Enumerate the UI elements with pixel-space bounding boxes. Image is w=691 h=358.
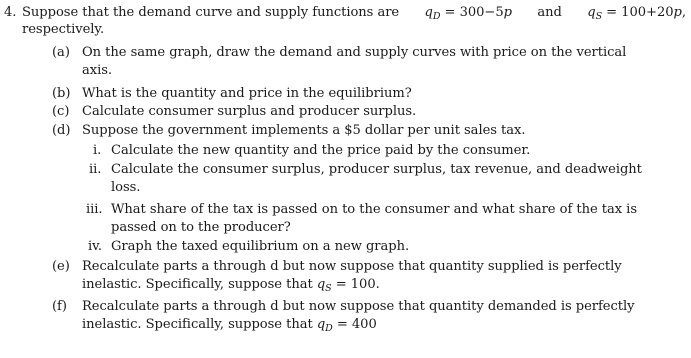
intro-text: Suppose that the demand curve and supply functions are [22, 5, 400, 20]
part-c-text: Calculate consumer surplus and producer surplus. [82, 104, 417, 119]
part-e-text-line-2: inelastic. Specifically, suppose that $q_S = 100$. [82, 277, 380, 294]
subpart-i-label: i. [93, 143, 102, 158]
part-b-label: (b) [52, 86, 71, 101]
part-e-label: (e) [52, 259, 70, 274]
subpart-ii-text-line-1: Calculate the consumer surplus, producer surplus, tax revenue, and deadweight [111, 162, 642, 177]
subpart-iii-text-line-2: passed on to the producer? [111, 220, 291, 235]
subpart-iv-label: iv. [88, 239, 103, 254]
part-c-label: (c) [52, 104, 70, 119]
part-d-label: (d) [52, 123, 71, 138]
part-b-text: What is the quantity and price in the equilibrium? [82, 86, 412, 101]
supply-function: $q_S = 100+20p$, [587, 5, 686, 22]
problem-intro-line-1 [22, 4, 686, 21]
part-f-equation: $q_D = 400$ [316, 317, 377, 334]
subpart-i-text: Calculate the new quantity and the price paid by the consumer. [111, 143, 531, 158]
part-f-label: (f) [52, 299, 67, 314]
problem-number: 4. [4, 5, 17, 20]
part-f-text-line-1: Recalculate parts a through d but now suppose that quantity demanded is perfectly [82, 299, 635, 314]
subpart-iii-text-line-1: What share of the tax is passed on to the consumer and what share of the tax is [111, 202, 637, 217]
part-e-equation: $q_S = 100$. [316, 277, 380, 294]
demand-function: $q_D = 300-5p$ [424, 5, 512, 22]
part-e-text-line-1: Recalculate parts a through d but now suppose that quantity supplied is perfectly [82, 259, 622, 274]
part-a-label: (a) [52, 45, 70, 60]
intro-and: and [537, 5, 562, 20]
problem-intro-line-2: respectively. [22, 22, 105, 37]
subpart-ii-label: ii. [89, 162, 102, 177]
part-a-text-line-1: On the same graph, draw the demand and supply curves with price on the vertical [82, 45, 627, 60]
part-d-text: Suppose the government implements a $5 dollar per unit sales tax. [82, 123, 526, 138]
part-a-text-line-2: axis. [82, 63, 113, 78]
subpart-iii-label: iii. [86, 202, 103, 217]
subpart-ii-text-line-2: loss. [111, 180, 141, 195]
subpart-iv-text: Graph the taxed equilibrium on a new graph. [111, 239, 410, 254]
part-f-text-line-2: inelastic. Specifically, suppose that $q_D = 400$ [82, 317, 377, 334]
